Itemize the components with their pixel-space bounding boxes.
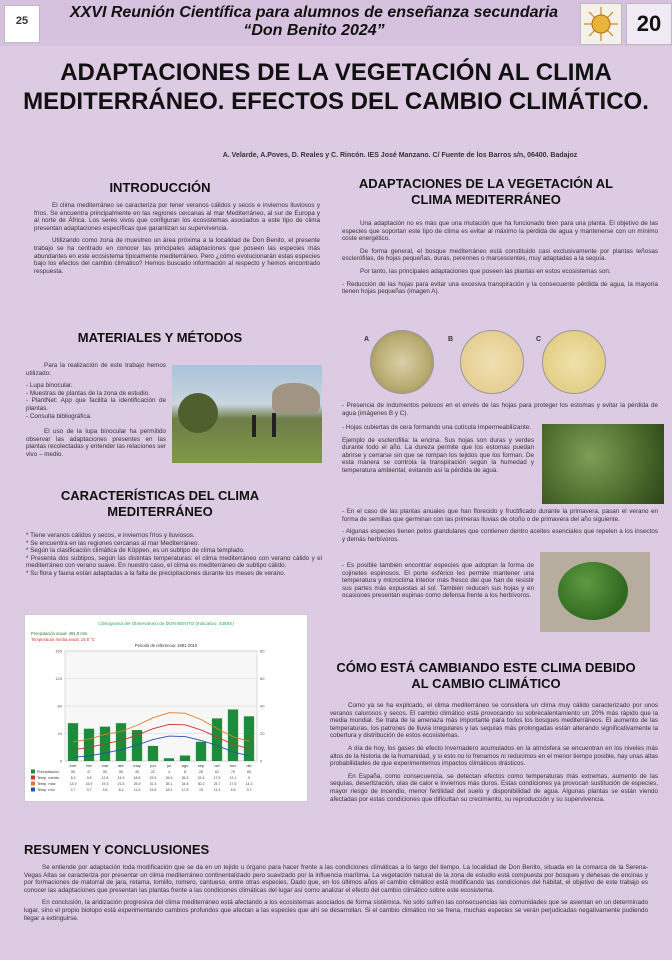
precip-bar bbox=[148, 746, 158, 761]
materials-text bbox=[26, 362, 166, 464]
x-tick-label: abr bbox=[118, 763, 124, 768]
legend-label: Temp. máx bbox=[37, 782, 56, 786]
y2-tick-label: 60 bbox=[260, 676, 265, 681]
event-title-line1: XXVI Reunión Científica para alumnos de enseñanza secundaria bbox=[69, 4, 559, 21]
change-p1: Como ya se ha explicado, el clima mediterráneo se considera un clima muy cálido caracterizado por unos veranos calurosos y secos. El cambio climático está provocando su sobrecalentamiento un 20% más rápido que la media mundial. Se trata de la amenaza más importante para todos los bosques mediterráneos. El aumento de las temperaturas, los patrones de lluvia irregulares y las sequías más prolongadas están alterando significativamente la cobertura y distribución de estos ecosistemas. bbox=[330, 702, 658, 740]
legend-label: Temp. media bbox=[37, 776, 59, 780]
legend-label: Precipitación bbox=[37, 770, 59, 774]
adaptations-p3: Por tanto, las principales adaptaciones que poseen las plantas en estos ecosistemas son: bbox=[360, 267, 611, 275]
leaf-image-b bbox=[460, 330, 524, 394]
precip-bar bbox=[196, 742, 206, 761]
climograph-svg bbox=[25, 615, 307, 801]
climograph bbox=[24, 614, 308, 802]
precip-bar bbox=[116, 723, 126, 761]
materials-paragraph-2: El uso de la lupa binocular ha permitido observar las adaptaciones presentes en las plantas recolectadas y entender las relaciones ser vivo – medio. bbox=[26, 428, 167, 458]
x-tick-label: ene bbox=[69, 763, 77, 768]
table-cell: 13.9 bbox=[69, 782, 77, 786]
table-cell: 9.8 bbox=[86, 776, 92, 780]
holm-oak-photo bbox=[542, 424, 664, 504]
climate-item: * Tiene veranos cálidos y secos, e inviernos fríos y lluviosos. bbox=[26, 532, 195, 539]
x-tick-label: jun bbox=[150, 763, 156, 768]
leaf-image-c bbox=[542, 330, 606, 394]
fieldwork-photo bbox=[172, 365, 322, 463]
y2-tick-label: 20 bbox=[260, 731, 265, 736]
table-cell: 75 bbox=[231, 770, 235, 774]
table-cell: 31.4 bbox=[149, 782, 157, 786]
materials-heading: MATERIALES Y MÉTODOS bbox=[77, 330, 243, 345]
y2-tick-label: 80 bbox=[260, 648, 265, 654]
climate-heading: CARACTERÍSTICAS DEL CLIMA MEDITERRÁNEO bbox=[60, 488, 260, 519]
materials-item: - Muestras de plantas de la zona de estudio. bbox=[26, 389, 150, 397]
adaptations-p1: Una adaptación no es más que una mutación que ha funcionado bien para una planta. El objetivo de las especies que soportan este tipo de clima es evitar al máximo la pérdida de agua y mantenerse con un mínimo coste energético. bbox=[342, 220, 658, 243]
table-cell: 14.9 bbox=[117, 776, 125, 780]
table-cell: 30.2 bbox=[197, 782, 205, 786]
adaptations-p8: - En el caso de las plantas anuales que han florecido y fructificado durante la primavera, pasan el verano en forma de semillas que germinan con las primeras lluvias de otoño o de primavera del año siguiente. bbox=[342, 508, 658, 523]
table-cell: 18.8 bbox=[133, 776, 141, 780]
table-cell: 15.9 bbox=[85, 782, 93, 786]
y-tick-label: 160 bbox=[55, 648, 62, 654]
climate-item: * Según la clasificación climática de Köppen, es un subtipo de clima templado. bbox=[26, 547, 245, 555]
sun-logo bbox=[580, 3, 622, 45]
change-heading: CÓMO ESTÁ CAMBIANDO ESTE CLIMA DEBIDO AL CAMBIO CLIMÁTICO bbox=[336, 660, 636, 691]
event-logo bbox=[4, 5, 40, 43]
table-cell: 22 bbox=[151, 770, 155, 774]
event-title-line2: “Don Benito 2024” bbox=[243, 22, 385, 39]
climate-item: * Se encuentra en las regiones cercanas al mar Mediterráneo. bbox=[26, 539, 200, 547]
table-cell: 25.9 bbox=[133, 782, 141, 786]
table-cell: 34.8 bbox=[181, 782, 189, 786]
x-tick-label: nov bbox=[229, 763, 237, 768]
chart-temp-label: Temperatura media anual: 16,8 °C bbox=[31, 637, 95, 642]
person-shape bbox=[252, 415, 256, 437]
table-cell: 50 bbox=[103, 770, 107, 774]
poster-number: 20 bbox=[626, 3, 672, 45]
climate-item: * Presenta dos subtipos, según las distintas temperaturas: el clima mediterráneo con verano cálido y el mediterráneo con verano suave. En nuestro caso, el clima es mediterráneo de subtipo cálido. bbox=[26, 554, 322, 570]
legend-label: Temp. mín bbox=[37, 788, 55, 792]
table-cell: 5.8 bbox=[102, 788, 108, 792]
adaptations-p10: - Es posible también encontrar especies que adoptan la forma de cojinetes espinosos. El porte esférico les permite mantener una temperatura y microclima interior más fresco del que han de resistir sus partes más expuestas al sol. También reducen sus hojas y en ocasiones presentan espinas como defensa frente a los herbívoros. bbox=[342, 562, 534, 600]
table-cell: 14.3 bbox=[245, 782, 253, 786]
y2-tick-label: 0 bbox=[260, 758, 263, 764]
x-tick-label: sep bbox=[197, 763, 205, 768]
table-cell: 23.7 bbox=[213, 782, 221, 786]
adaptations-p7: Ejemplo de esclerofilia: la encina. Sus hojas son duras y verdes durante todo el año. La dureza permite que los estomas puedan abrirse y cerrarse sin que se rompan los tejidos que los forman. De esta manera se controla la transpiración según la humedad y temperatura ambiental, evitando así la pérdida de agua. bbox=[342, 436, 534, 474]
legend-swatch bbox=[31, 782, 35, 786]
intro-heading: INTRODUCCIÓN bbox=[109, 180, 211, 195]
chart-precip-label: Precipitación anual: 491,9 mm bbox=[31, 631, 88, 636]
adaptations-mid bbox=[342, 424, 534, 480]
table-cell: 15.6 bbox=[149, 788, 157, 792]
table-cell: 4 bbox=[168, 770, 170, 774]
table-cell: 62 bbox=[215, 770, 219, 774]
table-cell: 55 bbox=[71, 770, 75, 774]
intro-text bbox=[34, 202, 320, 280]
table-cell: 55 bbox=[119, 770, 123, 774]
precip-bar bbox=[212, 718, 222, 761]
table-cell: 17.5 bbox=[213, 776, 221, 780]
x-tick-label: dic bbox=[246, 763, 252, 768]
change-p3: En España, como consecuencia, se detectan efectos como temperaturas más extremas, aumento de las sequías, desertización, olas de calor e inviernos más duros. Estas condiciones ya provocan sustitución de especies, mayor riesgo de incendio, menor fertilidad del suelo y disponibilidad de agua. Algunas plantas se están viendo afectadas por estas condiciones que dificultan su crecimiento, su reproducción y su supervivencia. bbox=[330, 772, 658, 803]
precip-bar bbox=[244, 716, 254, 761]
table-cell: 45 bbox=[135, 770, 139, 774]
materials-item: - PlantNet: App que facilita la identificación de plantas. bbox=[26, 397, 166, 412]
table-cell: 12.1 bbox=[229, 776, 237, 780]
precip-bar bbox=[68, 723, 78, 761]
table-cell: 2.7 bbox=[70, 788, 76, 792]
materials-intro: Para la realización de este trabajo hemos utilizado: bbox=[26, 362, 166, 377]
x-tick-label: mar bbox=[101, 763, 109, 768]
table-cell: 26.3 bbox=[181, 776, 189, 780]
adaptations-heading: ADAPTACIONES DE LA VEGETACIÓN AL CLIMA MEDITERRÁNEO bbox=[358, 176, 614, 207]
table-cell: 28 bbox=[199, 770, 203, 774]
table-cell: 47 bbox=[87, 770, 91, 774]
table-cell: 12.6 bbox=[101, 776, 109, 780]
precip-bar bbox=[180, 756, 190, 762]
materials-item: - Lupa binocular. bbox=[26, 382, 73, 390]
adaptations-p6: - Hojas cubiertas de cera formando una cutícula Impermeabilizante. bbox=[342, 424, 532, 431]
image-label-c: C bbox=[536, 336, 542, 343]
table-cell: 22.6 bbox=[197, 776, 205, 780]
summary-p2: En conclusión, la aridización progresiva del clima mediterráneo está afectando a los ecosistemas asociados de forma sistémica. No sólo sufren las consecuencias las comunidades que se asientan en un determinado lugar, sino el propio biotopo está experimentando cambios profundos que afectan a las especies que ahí se desarrollan. Si el cambio climático no se frena, muchas especies se verán perjudicadas negativamente pudiendo llegar a extinguirse. bbox=[24, 899, 648, 922]
cushion-plant-photo bbox=[540, 552, 650, 632]
y-tick-label: 120 bbox=[55, 676, 62, 681]
x-tick-label: oct bbox=[214, 763, 220, 768]
poster-title: ADAPTACIONES DE LA VEGETACIÓN AL CLIMA MEDITERRÁNEO. EFECTOS DEL CAMBIO CLIMÁTICO. bbox=[23, 59, 649, 115]
authors: A. Velarde, A.Poves, D. Reales y C. Rincón. IES José Manzano. C/ Fuente de los Barros s/n, 06400. Badajoz bbox=[222, 152, 578, 159]
tree-shape bbox=[178, 393, 218, 433]
summary-text bbox=[24, 864, 648, 927]
intro-paragraph-2: Utilizando como zona de muestreo un área próxima a la localidad de Don Benito, el presente trabajo se ha centrado en conocer las principales adaptaciones que poseen las especies más abundantes en este ecosistema típicamente mediterráneo. Pero ¿cómo evolucionarán estas especies bajo los efectos del cambio climático? Hemos buscado información al respecto y hemos encontrado respuesta. bbox=[34, 237, 320, 275]
precip-bar bbox=[164, 758, 174, 761]
table-cell: 3.7 bbox=[246, 788, 252, 792]
y-tick-label: 80 bbox=[57, 703, 62, 709]
table-cell: 11.6 bbox=[133, 788, 141, 792]
table-cell: 8.3 bbox=[70, 776, 76, 780]
table-cell: 8.2 bbox=[118, 788, 124, 792]
sun-icon bbox=[581, 4, 621, 44]
table-cell: 3.7 bbox=[86, 788, 92, 792]
x-tick-label: feb bbox=[86, 763, 92, 768]
cushion-plant-shape bbox=[558, 562, 628, 620]
change-p2: A día de hoy, los gases de efecto invernadero acumulados en la atmósfera se encuentran en los niveles más altos de la historia de la humanidad, y si esto no lo frenamos ni reducimos en el menor tiempo posible, hay unas altas probabilidades de que experimentemos impactos climáticos drásticos. bbox=[330, 744, 658, 768]
image-label-b: B bbox=[448, 336, 454, 343]
table-cell: 21.5 bbox=[117, 782, 125, 786]
table-cell: 18.1 bbox=[165, 788, 173, 792]
climate-item: * Su flora y fauna están adaptadas a la falta de precipitaciones durante los meses de verano. bbox=[26, 569, 286, 577]
table-cell: 65 bbox=[247, 770, 251, 774]
event-title bbox=[44, 4, 584, 40]
table-cell: 9 bbox=[248, 776, 250, 780]
logo-text: 25 bbox=[15, 15, 29, 27]
rock-shape bbox=[272, 383, 320, 413]
change-text bbox=[330, 702, 658, 808]
adaptations-p5: - Presencia de indumentos pelosos en el envés de las hojas para proteger los estomas y evitar la pérdida de agua (imágenes B y C). bbox=[342, 402, 658, 417]
table-cell: 15 bbox=[199, 788, 203, 792]
person-shape bbox=[272, 413, 276, 437]
legend-swatch bbox=[31, 788, 35, 792]
table-cell: 11.3 bbox=[213, 788, 221, 792]
legend-swatch bbox=[31, 776, 35, 780]
table-cell: 8 bbox=[184, 770, 186, 774]
y-tick-label: 40 bbox=[57, 731, 62, 736]
table-cell: 26.6 bbox=[165, 776, 173, 780]
adaptations-text-top bbox=[342, 220, 658, 301]
leaf-image-a bbox=[370, 330, 434, 394]
table-cell: 35.1 bbox=[165, 782, 173, 786]
image-label-a: A bbox=[364, 336, 370, 343]
adaptations-p2: De forma general, el bosque mediterráneo está constituido casi exclusivamente por plantas leñosas esclerófilas, de hojas pequeñas, duras, perennes o marcescentes, muy adaptadas a la sequía. bbox=[342, 247, 658, 263]
adaptations-p9: - Algunas especies tienen pelos glandulares que contienen dentro aceites esenciales que repelen a los insectos y demás herbívoros. bbox=[342, 528, 658, 543]
chart-title: Climograma del Observatorio de DON BENITO (Indicativo: 4358X) bbox=[98, 621, 234, 626]
materials-item: - Consulta bibliográfica. bbox=[26, 412, 92, 420]
table-cell: 19.3 bbox=[101, 782, 109, 786]
table-cell: 23.5 bbox=[149, 776, 157, 780]
climate-list bbox=[26, 532, 322, 578]
x-tick-label: ago bbox=[181, 763, 189, 768]
table-cell: 17.6 bbox=[229, 782, 237, 786]
x-tick-label: jul bbox=[166, 763, 172, 768]
summary-heading: RESUMEN Y CONCLUSIONES bbox=[24, 842, 210, 857]
adaptations-bottom bbox=[342, 508, 658, 548]
y2-tick-label: 40 bbox=[260, 703, 265, 709]
chart-subtitle: Periodo de referencia: 1981-2010 bbox=[134, 643, 198, 648]
adaptations-p4: - Reducción de las hojas para evitar una excesiva transpiración y la consecuente pérdida de agua, la mayoría tienen hojas pequeñas (imagen A). bbox=[342, 280, 658, 296]
x-tick-label: may bbox=[133, 763, 141, 768]
table-cell: 6.6 bbox=[230, 788, 236, 792]
y-tick-label: 0 bbox=[59, 758, 62, 764]
table-cell: 17.8 bbox=[181, 788, 189, 792]
legend-swatch bbox=[31, 770, 35, 774]
intro-paragraph-1: El clima mediterráneo se caracteriza por tener veranos cálidos y secos e inviernos lluviosos y fríos. Se encuentra principalmente en las regiones cercanas al mar Mediterráneo, al sur de Europa y al norte de África. Los seres vivos que configuran los ecosistemas asociados a este tipo de clima presentan adaptaciones específicas que garantizan su supervivencia. bbox=[34, 202, 320, 232]
summary-p1: Se entiende por adaptación toda modificación que se da en un tejido u órgano para hacer frente a las condiciones climáticas a lo largo del tiempo. La localidad de Don Benito, situada en la comarca de la Serena-Vegas Altas se caracteriza por presentar un clima mediterráneo continentalizado pero suavizado por la influencia marítima. La vegetación natural de la zona de estudio está compuesta por bosques y dehesas de encinas y por formaciones de matorral de jara, retama, tomillo, romero, cantueso, entre otras especies. Dado que, en los últimos años el cambio climático está modificando las condiciones del hábitat, el objetivo de este trabajo es conocer las adaptaciones que presentan las plantas frente a las condiciones climáticas del lugar así como analizar el efecto del cambio climático sobre este ecosistema. bbox=[24, 864, 648, 894]
